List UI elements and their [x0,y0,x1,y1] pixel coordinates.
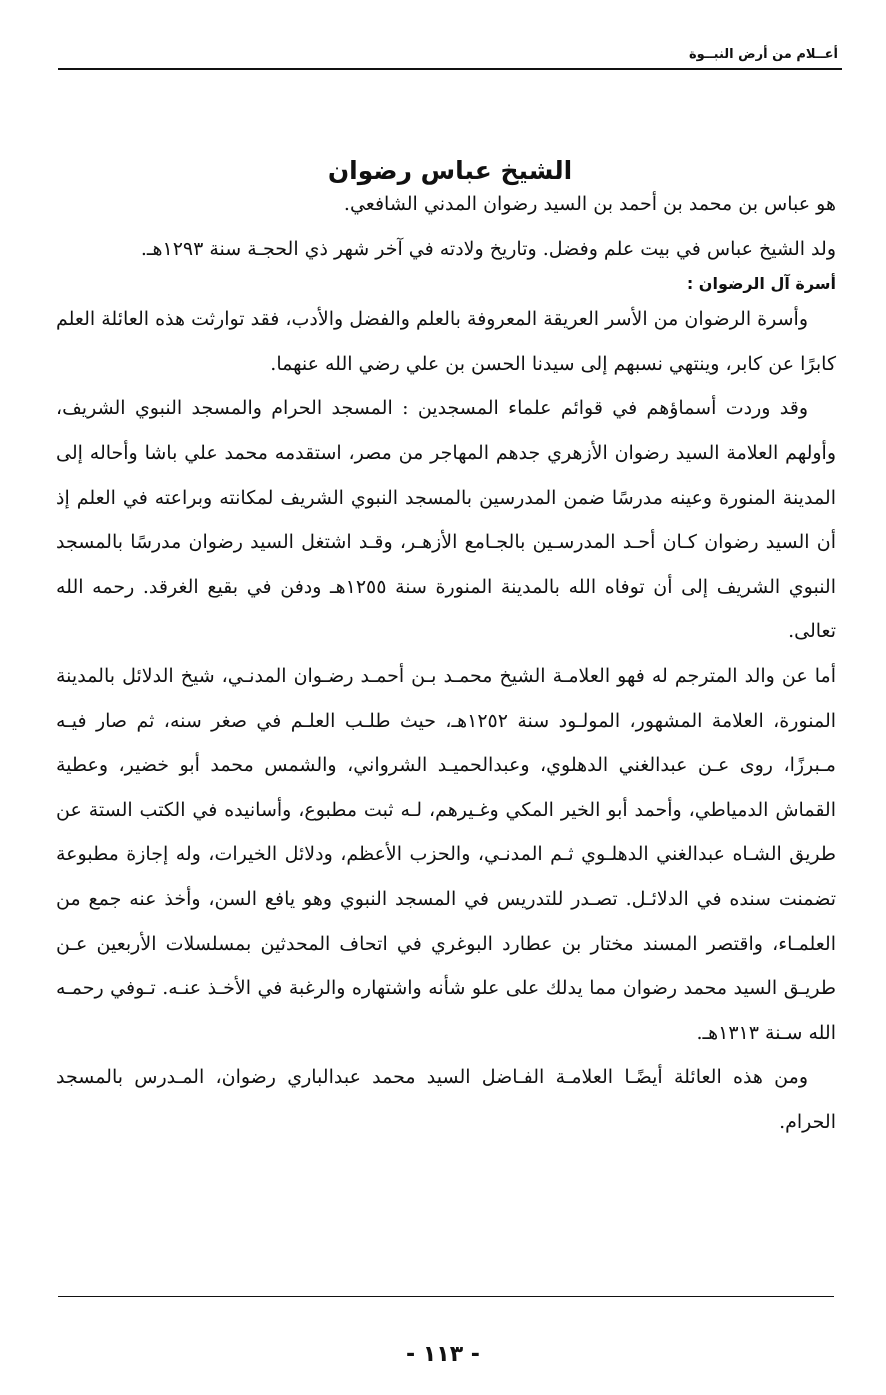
paragraph-relative: ومن هذه العائلة أيضًـا العلامـة الفـاضل السيد محمد عبدالباري رضوان، المـدرس بالمسجد الحرام. [56,1066,836,1133]
page-number: - ١١٣ - [406,1342,480,1367]
running-header: أعــلام من أرض النبــوة [688,47,838,62]
section-heading-family: أسرة آل الرضوان : [686,274,836,294]
header-rule [58,68,842,70]
footer-rule [58,1296,834,1297]
paragraph-father: أما عن والد المترجم له فهو العلامـة الشيخ محمـد بـن أحمـد رضـوان المدنـي، شيخ الدلائل بالمدينة المنورة، العلامة المشهور، المولـود سنة ١٢٥٢هـ، حيث طلـب العلـم في صغر سنه، ثم صار فيـه مـبرزًا، روى عـن عبدالغني الدهلوي، وعبدالحميـد الشرواني، والشمس محمد أبو خضير، وعطية القماش الدمياطي، وأحمد أبو الخير المكي وغـيرهم، لـه ثبت مطبوع، وأسانيده في الكتب الستة عن طريق الشـاه عبدالغني الدهلـوي ثـم المدنـي، والحزب الأعظم، ودلائل الخيرات، وله إجازة مطبوعة تضمنت سنده في الدلائـل. تصـدر للتدريس في المسجد النبوي وهو يافع السن، وأخذ عنه جمع من العلمـاء، واقتصر المسند مختار بن عطارد البوغري في اتحاف المحدثين بمسلسلات الأربعين عـن طريـق السيد محمد رضوان مما يدلك على علو شأنه واشتهاره والرغبة في الأخـذ عنـه. تـوفي رحمـه الله سـنة ١٣١٣هـ. [56,664,837,1044]
paragraph-family-scholars: وقد وردت أسماؤهم في قوائم علماء المسجدين : المسجد الحرام والمسجد النبوي الشريف، وأولهم العلامة السيد رضوان الأزهري جدهم المهاجر من مصر، استقدمه محمد علي باشا وأحاله إلى المدينة المنورة وعينه مدرسًا ضمن المدرسين بالمسجد النبوي الشريف لمكانته وبراعته في العلم إذ أن السيد رضوان كـان أحـد المدرسـين بالجـامع الأزهـر، وقـد اشتغل السيد رضوان مدرسًا بالمسجد النبوي الشريف إلى أن توفاه الله بالمدينة المنورة سنة ١٢٥٥هـ ودفن في بقيع الغرقد. رحمه الله تعالى. [56,397,836,643]
article-title: الشيخ عباس رضوان [327,155,573,185]
paragraph-birth: ولد الشيخ عباس في بيت علم وفضل. وتاريخ ولادته في آخر شهر ذي الحجـة سنة ١٢٩٣هـ. [140,237,836,260]
paragraph-family-origin: وأسرة الرضوان من الأسر العريقة المعروفة بالعلم والفضل والأدب، فقد توارثت هذه العائلة العلم كابرًا عن كابر، وينتهي نسبهم إلى سيدنا الحسن بن علي رضي الله عنهما. [56,308,836,375]
article-body [56,182,836,1144]
paragraph-lineage: هو عباس بن محمد بن أحمد بن السيد رضوان المدني الشافعي. [343,193,836,215]
